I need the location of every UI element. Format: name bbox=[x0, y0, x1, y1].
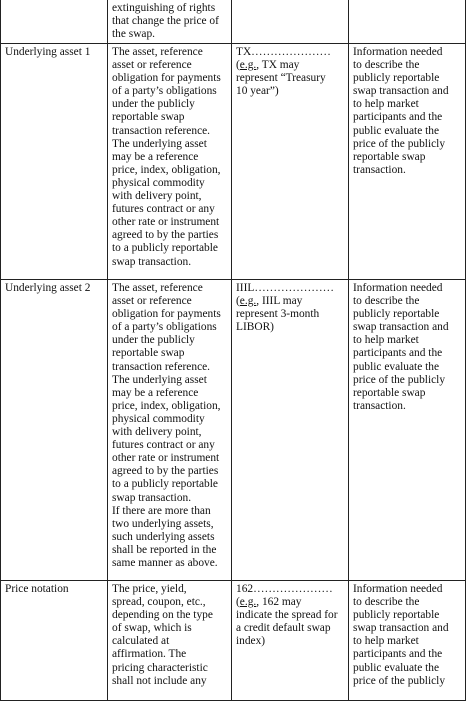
rationale-cell: Information needed to describe the publicly reportable swap transaction and to help market participants and the public evaluate the price of the publicly reportable swap transaction. bbox=[349, 280, 466, 581]
field-name-cell: Underlying asset 1 bbox=[1, 44, 108, 280]
example-cell: 162………………… (e.g., 162 may indicate the spread for a credit default swap index) bbox=[232, 581, 349, 701]
rationale-cell: Information needed to describe the publicly reportable swap transaction and to help market participants and the public evaluate the price of the publicly reportable swap transaction. bbox=[349, 44, 466, 280]
example-value: 162………………… bbox=[236, 583, 333, 595]
description-cell: The price, yield, spread, coupon, etc., depending on the type of swap, which is calculated at affirmation. The pricing characteristic shall not include any bbox=[108, 581, 232, 701]
example-note: , 162 may indicate the spread for a credit default swap index) bbox=[236, 596, 338, 648]
example-cell bbox=[232, 0, 349, 44]
table-row bbox=[1, 581, 466, 701]
description-cell: The asset, reference asset or reference obligation for payments of a party’s obligations under the publicly reportable swap transaction reference. The underlying asset may be a reference price, index, obligation, physical commodity with delivery point, futures contract or any other rate or instrument agreed to by the parties to a publicly reportable swap transaction. If there are more than two underlying assets, such underlying assets shall be reported in the same manner as above. bbox=[108, 280, 232, 581]
field-name-cell: Price notation bbox=[1, 581, 108, 701]
rationale-cell: Information needed to describe the publicly reportable swap transaction and to help market participants and the public evaluate the price of the publicly bbox=[349, 581, 466, 701]
rationale-cell bbox=[349, 0, 466, 44]
table-row bbox=[1, 44, 466, 280]
description-cell: extinguishing of rights that change the price of the swap. bbox=[108, 0, 232, 44]
example-abbr: e.g. bbox=[239, 59, 257, 72]
example-note: , IIIL may represent 3-month LIBOR) bbox=[236, 295, 320, 334]
field-name-cell: Underlying asset 2 bbox=[1, 280, 108, 581]
example-value: TX………………… bbox=[236, 46, 331, 58]
description-cell: The asset, reference asset or reference obligation for payments of a party’s obligations under the publicly reportable swap transaction reference. The underlying asset may be a reference price, index, obligation, physical commodity with delivery point, futures contract or any other rate or instrument agreed to by the parties to a publicly reportable swap transaction. bbox=[108, 44, 232, 280]
example-cell: TX………………… (e.g., TX may represent “Treasury 10 year”) bbox=[232, 44, 349, 280]
table-row bbox=[1, 0, 466, 44]
field-name-cell bbox=[1, 0, 108, 44]
example-note: , TX may represent “Treasury 10 year”) bbox=[236, 59, 326, 98]
example-abbr: e.g. bbox=[239, 596, 257, 609]
example-cell: IIIL………………… (e.g., IIIL may represent 3-month LIBOR) bbox=[232, 280, 349, 581]
example-abbr: e.g. bbox=[239, 295, 257, 308]
table-row bbox=[1, 280, 466, 581]
example-value: IIIL………………… bbox=[236, 282, 335, 294]
